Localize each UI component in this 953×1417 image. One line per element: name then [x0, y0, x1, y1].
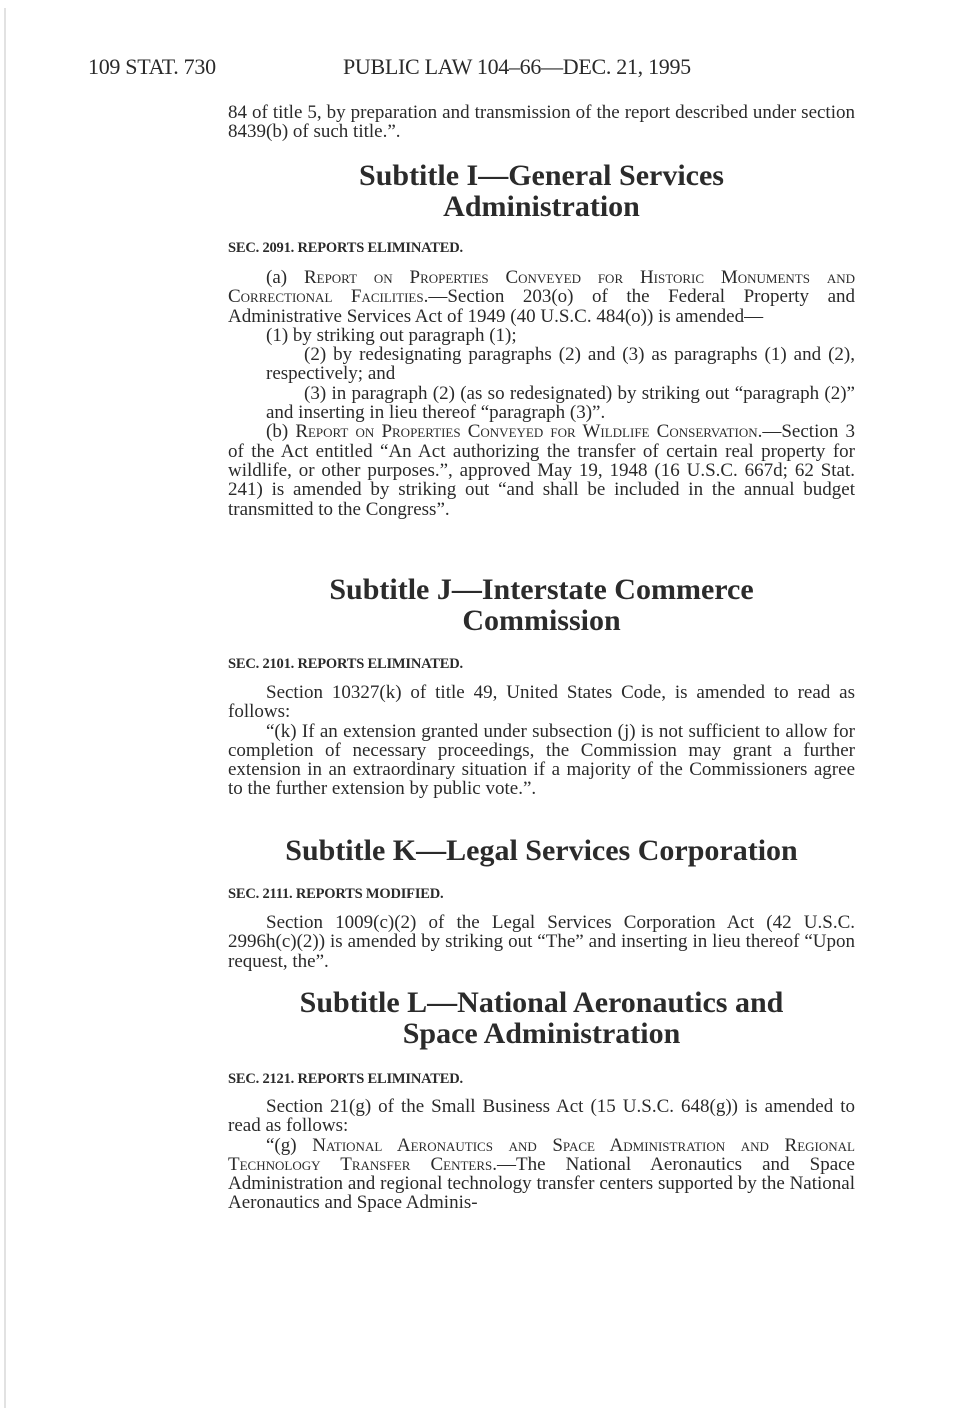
section-2091-body — [228, 268, 855, 519]
subtitle-k-line1: Subtitle K—Legal Services Corporation — [285, 834, 798, 867]
subtitle-i-line1: Subtitle I—General Services — [359, 159, 724, 192]
paragraph-b-caption: Report on Properties Conveyed for Wildlife Conservation. — [295, 421, 763, 443]
item-1: (1) by striking out paragraph (1); — [266, 324, 517, 346]
subtitle-l-line1: Subtitle L—National Aeronautics and — [299, 986, 784, 1019]
subtitle-j-line1: Subtitle J—Interstate Commerce — [329, 573, 754, 606]
scan-edge — [4, 8, 6, 1408]
subtitle-j-heading — [228, 574, 855, 636]
section-2121-para-1: Section 21(g) of the Small Business Act (15 U.S.C. 648(g)) is amended to read as follows: — [228, 1096, 855, 1137]
section-2101-para-1: Section 10327(k) of title 49, United States Code, is amended to read as follows: — [228, 682, 855, 723]
subtitle-l-line2: Space Administration — [402, 1017, 681, 1050]
section-2101-para-2: “(k) If an extension granted under subsection (j) is not sufficient to allow for completion of necessary proceedings, the Commission may grant a further extension in an extraordinary situation if a majority of the Commissioners agree to the further extension by public vote.”. — [228, 720, 855, 800]
item-2: (2) by redesignating paragraphs (2) and (3) as paragraphs (1) and (2), respectively; and — [266, 344, 855, 385]
section-2111-body — [228, 913, 855, 971]
stat-page-number: 109 STAT. 730 — [88, 54, 216, 79]
section-2101-body — [228, 683, 855, 799]
paragraph-a: (a) Report on Properties Conveyed for Historic Monuments and Correctional Facilities.—Section 203(o) of the Federal Property and Administrative Services Act of 1949 (40 U.S.C. 484(o)) is amended— — [228, 267, 856, 327]
running-header: PUBLIC LAW 104–66—DEC. 21, 1995 — [343, 54, 691, 79]
continuation-text: 84 of title 5, by preparation and transmission of the report described under section 8439(b) of such title.”. — [228, 102, 855, 143]
subtitle-l-heading — [228, 987, 855, 1049]
paragraph-b: (b) Report on Properties Conveyed for Wildlife Conservation.—Section 3 of the Act entitled “An Act authorizing the transfer of certain real property for wildlife, or other purposes.”, approved May 19, 1948 (16 U.S.C. 667d; 62 Stat. 241) is amended by striking out “and shall be included in the annual budget transmitted to the Congress”. — [228, 421, 855, 520]
section-2121-caption: National Aeronautics and Space Administration and Regional Technology Transfer Centers. — [228, 1134, 855, 1175]
section-2121-heading: SEC. 2121. REPORTS ELIMINATED. — [228, 1071, 463, 1087]
continuation-block — [228, 103, 855, 142]
section-2101-heading: SEC. 2101. REPORTS ELIMINATED. — [228, 656, 463, 672]
item-3: (3) in paragraph (2) (as so redesignated) by striking out “paragraph (2)” and inserting in lieu thereof “paragraph (3)”. — [266, 382, 855, 424]
section-2091-heading: SEC. 2091. REPORTS ELIMINATED. — [228, 240, 463, 256]
section-2111-heading: SEC. 2111. REPORTS MODIFIED. — [228, 886, 444, 902]
section-2121-body — [228, 1097, 855, 1213]
subtitle-i-line2: Administration — [443, 190, 640, 223]
subtitle-k-heading — [228, 835, 855, 866]
section-2111-para-1: Section 1009(c)(2) of the Legal Services Corporation Act (42 U.S.C. 2996h(c)(2)) is amended by striking out “The” and inserting in lieu thereof “Upon request, the”. — [228, 912, 855, 972]
subtitle-i-heading — [228, 160, 855, 222]
subtitle-j-line2: Commission — [462, 604, 621, 637]
section-2121-para-2: “(g) National Aeronautics and Space Administration and Regional Technology Transfer Centers.—The National Aeronautics and Space Administration and regional technology transfer centers supported by the National Aeronautics and Space Adminis- — [228, 1134, 855, 1214]
paragraph-a-caption: Report on Properties Conveyed for Historic Monuments and Correctional Facilities. — [228, 267, 855, 308]
